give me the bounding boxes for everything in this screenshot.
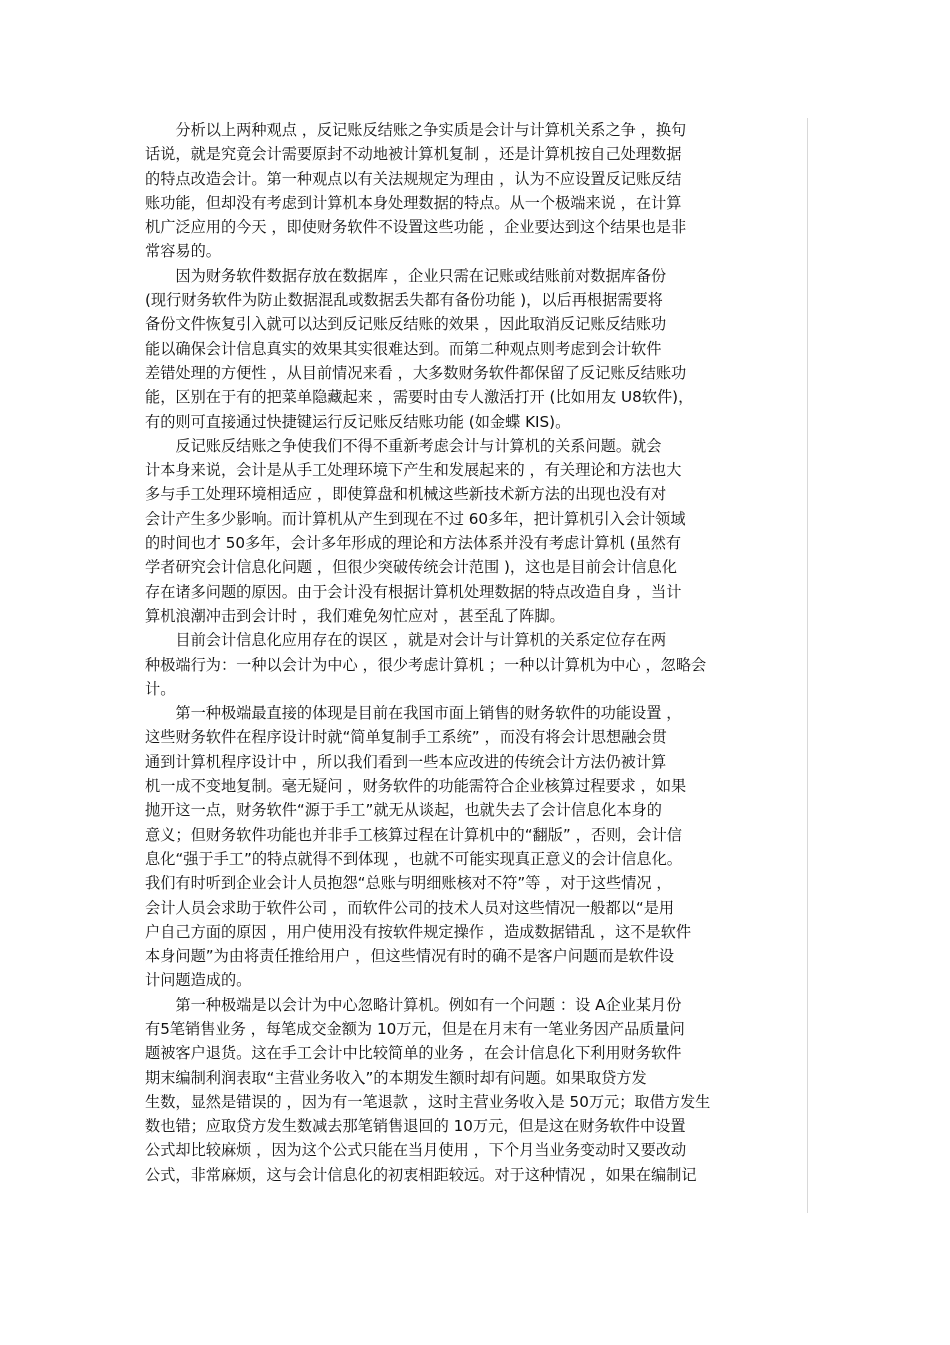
paragraph [145,701,810,993]
document-body [145,118,810,1187]
text-line: 抛开这一点，财务软件“源于手工”就无从谈起，也就失去了会计信息化本身的 [145,801,662,820]
paragraph [145,264,810,434]
text-line: 的特点改造会计。第一种观点以有关法规规定为理由 ，认为不应设置反记账反结 [145,169,682,188]
text-line: 期末编制利润表取“主营业务收入”的本期发生额时却有问题。如果取贷方发 [145,1068,647,1087]
text-line: 种极端行为：一种以会计为中心 ，很少考虑计算机 ；一种以计算机为中心 ，忽略会 [145,655,707,674]
text-line: 本身问题”为由将责任推给用户 ，但这些情况有时的确不是客户问题而是软件设 [145,947,675,966]
text-line: 息化“强于手工”的特点就得不到体现 ，也就不可能实现真正意义的会计信息化。 [145,849,682,868]
text-line: 分析以上两种观点 ，反记账反结账之争实质是会计与计算机关系之争 ，换句 [145,121,687,139]
text-line: 能以确保会计信息真实的效果其实很难达到。而第二种观点则考虑到会计软件 [145,339,662,358]
text-line: 备份文件恢复引入就可以达到反记账反结账的效果 ，因此取消反记账反结账功 [145,315,667,334]
text-line: 意义；但财务软件功能也并非手工核算过程在计算机中的“翻版” ，否则，会计信 [145,825,682,844]
text-line: 差错处理的方便性 ，从目前情况来看 ，大多数财务软件都保留了反记账反结账功 [145,363,687,382]
text-line: 计。 [145,679,176,698]
paragraph [145,118,810,264]
text-line: 会计产生多少影响。而计算机从产生到现在不过 60多年，把计算机引入会计领域 [145,509,686,528]
text-line: (现行财务软件为防止数据混乱或数据丢失都有备份功能 )，以后再根据需要将 [145,291,663,310]
text-line: 多与手工处理环境相适应 ，即使算盘和机械这些新技术新方法的出现也没有对 [145,485,667,504]
text-line: 存在诸多问题的原因。由于会计没有根据计算机处理数据的特点改造自身 ，当计 [145,582,682,601]
text-line: 户自己方面的原因 ，用户使用没有按软件规定操作 ，造成数据错乱 ，这不是软件 [145,922,692,941]
text-line: 这些财务软件在程序设计时就“简单复制手工系统” ，而没有将会计思想融会贯 [145,728,667,747]
text-line: 机一成不变地复制。毫无疑问 ，财务软件的功能需符合企业核算过程要求 ，如果 [145,777,687,796]
text-line: 账功能，但却没有考虑到计算机本身处理数据的特点。从一个极端来说 ，在计算 [145,193,682,212]
paragraph [145,434,810,628]
text-line: 第一种极端最直接的体现是目前在我国市面上销售的财务软件的功能设置 ， [145,704,682,723]
text-line: 通到计算机程序设计中 ，所以我们看到一些本应改进的传统会计方法仍被计算 [145,752,667,771]
paragraph [145,628,810,701]
text-line: 题被客户退货。这在手工会计中比较简单的业务 ，在会计信息化下利用财务软件 [145,1044,682,1063]
text-line: 有5笔销售业务 ，每笔成交金额为 10万元，但是在月末有一笔业务因产品质量问 [145,1019,685,1038]
text-line: 计问题造成的。 [145,971,252,990]
text-line: 能，区别在于有的把菜单隐藏起来 ，需要时由专人激活打开 (比如用友 U8软件)， [145,388,694,407]
text-line: 学者研究会计信息化问题 ，但很少突破传统会计范围 )，这也是目前会计信息化 [145,558,677,577]
text-line: 我们有时听到企业会计人员抱怨“总账与明细账核对不符”等 ，对于这些情况 ， [145,874,672,893]
text-line: 有的则可直接通过快捷键运行反记账反结账功能 (如金蝶 KIS)。 [145,412,571,431]
text-line: 公式，非常麻烦，这与会计信息化的初衷相距较远。对于这种情况 ，如果在编制记 [145,1165,697,1184]
text-line: 目前会计信息化应用存在的误区 ，就是对会计与计算机的关系定位存在两 [145,631,667,650]
text-line: 计本身来说，会计是从手工处理环境下产生和发展起来的 ，有关理论和方法也大 [145,461,682,480]
text-line: 会计人员会求助于软件公司 ，而软件公司的技术人员对这些情况一般都以“是用 [145,898,675,917]
paragraph [145,993,810,1187]
text-line: 公式却比较麻烦 ，因为这个公式只能在当月使用 ，下个月当业务变动时又要改动 [145,1141,687,1160]
text-line: 因为财务软件数据存放在数据库 ，企业只需在记账或结账前对数据库备份 [145,266,667,285]
text-line: 反记账反结账之争使我们不得不重新考虑会计与计算机的关系问题。就会 [145,436,662,455]
text-line: 话说，就是究竟会计需要原封不动地被计算机复制 ，还是计算机按自己处理数据 [145,145,682,164]
text-line: 常容易的。 [145,242,221,261]
text-line: 算机浪潮冲击到会计时 ，我们难免匆忙应对 ，甚至乱了阵脚。 [145,606,565,625]
text-line: 的时间也才 50多年，会计多年形成的理论和方法体系并没有考虑计算机 (虽然有 [145,534,682,553]
text-line: 数也错；应取贷方发生数减去那笔销售退回的 10万元，但是这在财务软件中设置 [145,1117,686,1136]
text-line: 生数，显然是错误的 ，因为有一笔退款 ，这时主营业务收入是 50万元；取借方发生 [145,1092,711,1111]
text-line: 机广泛应用的今天 ，即使财务软件不设置这些功能 ，企业要达到这个结果也是非 [145,218,687,237]
text-line: 第一种极端是以会计为中心忽略计算机。例如有一个问题 ：设 A企业某月份 [145,995,682,1014]
